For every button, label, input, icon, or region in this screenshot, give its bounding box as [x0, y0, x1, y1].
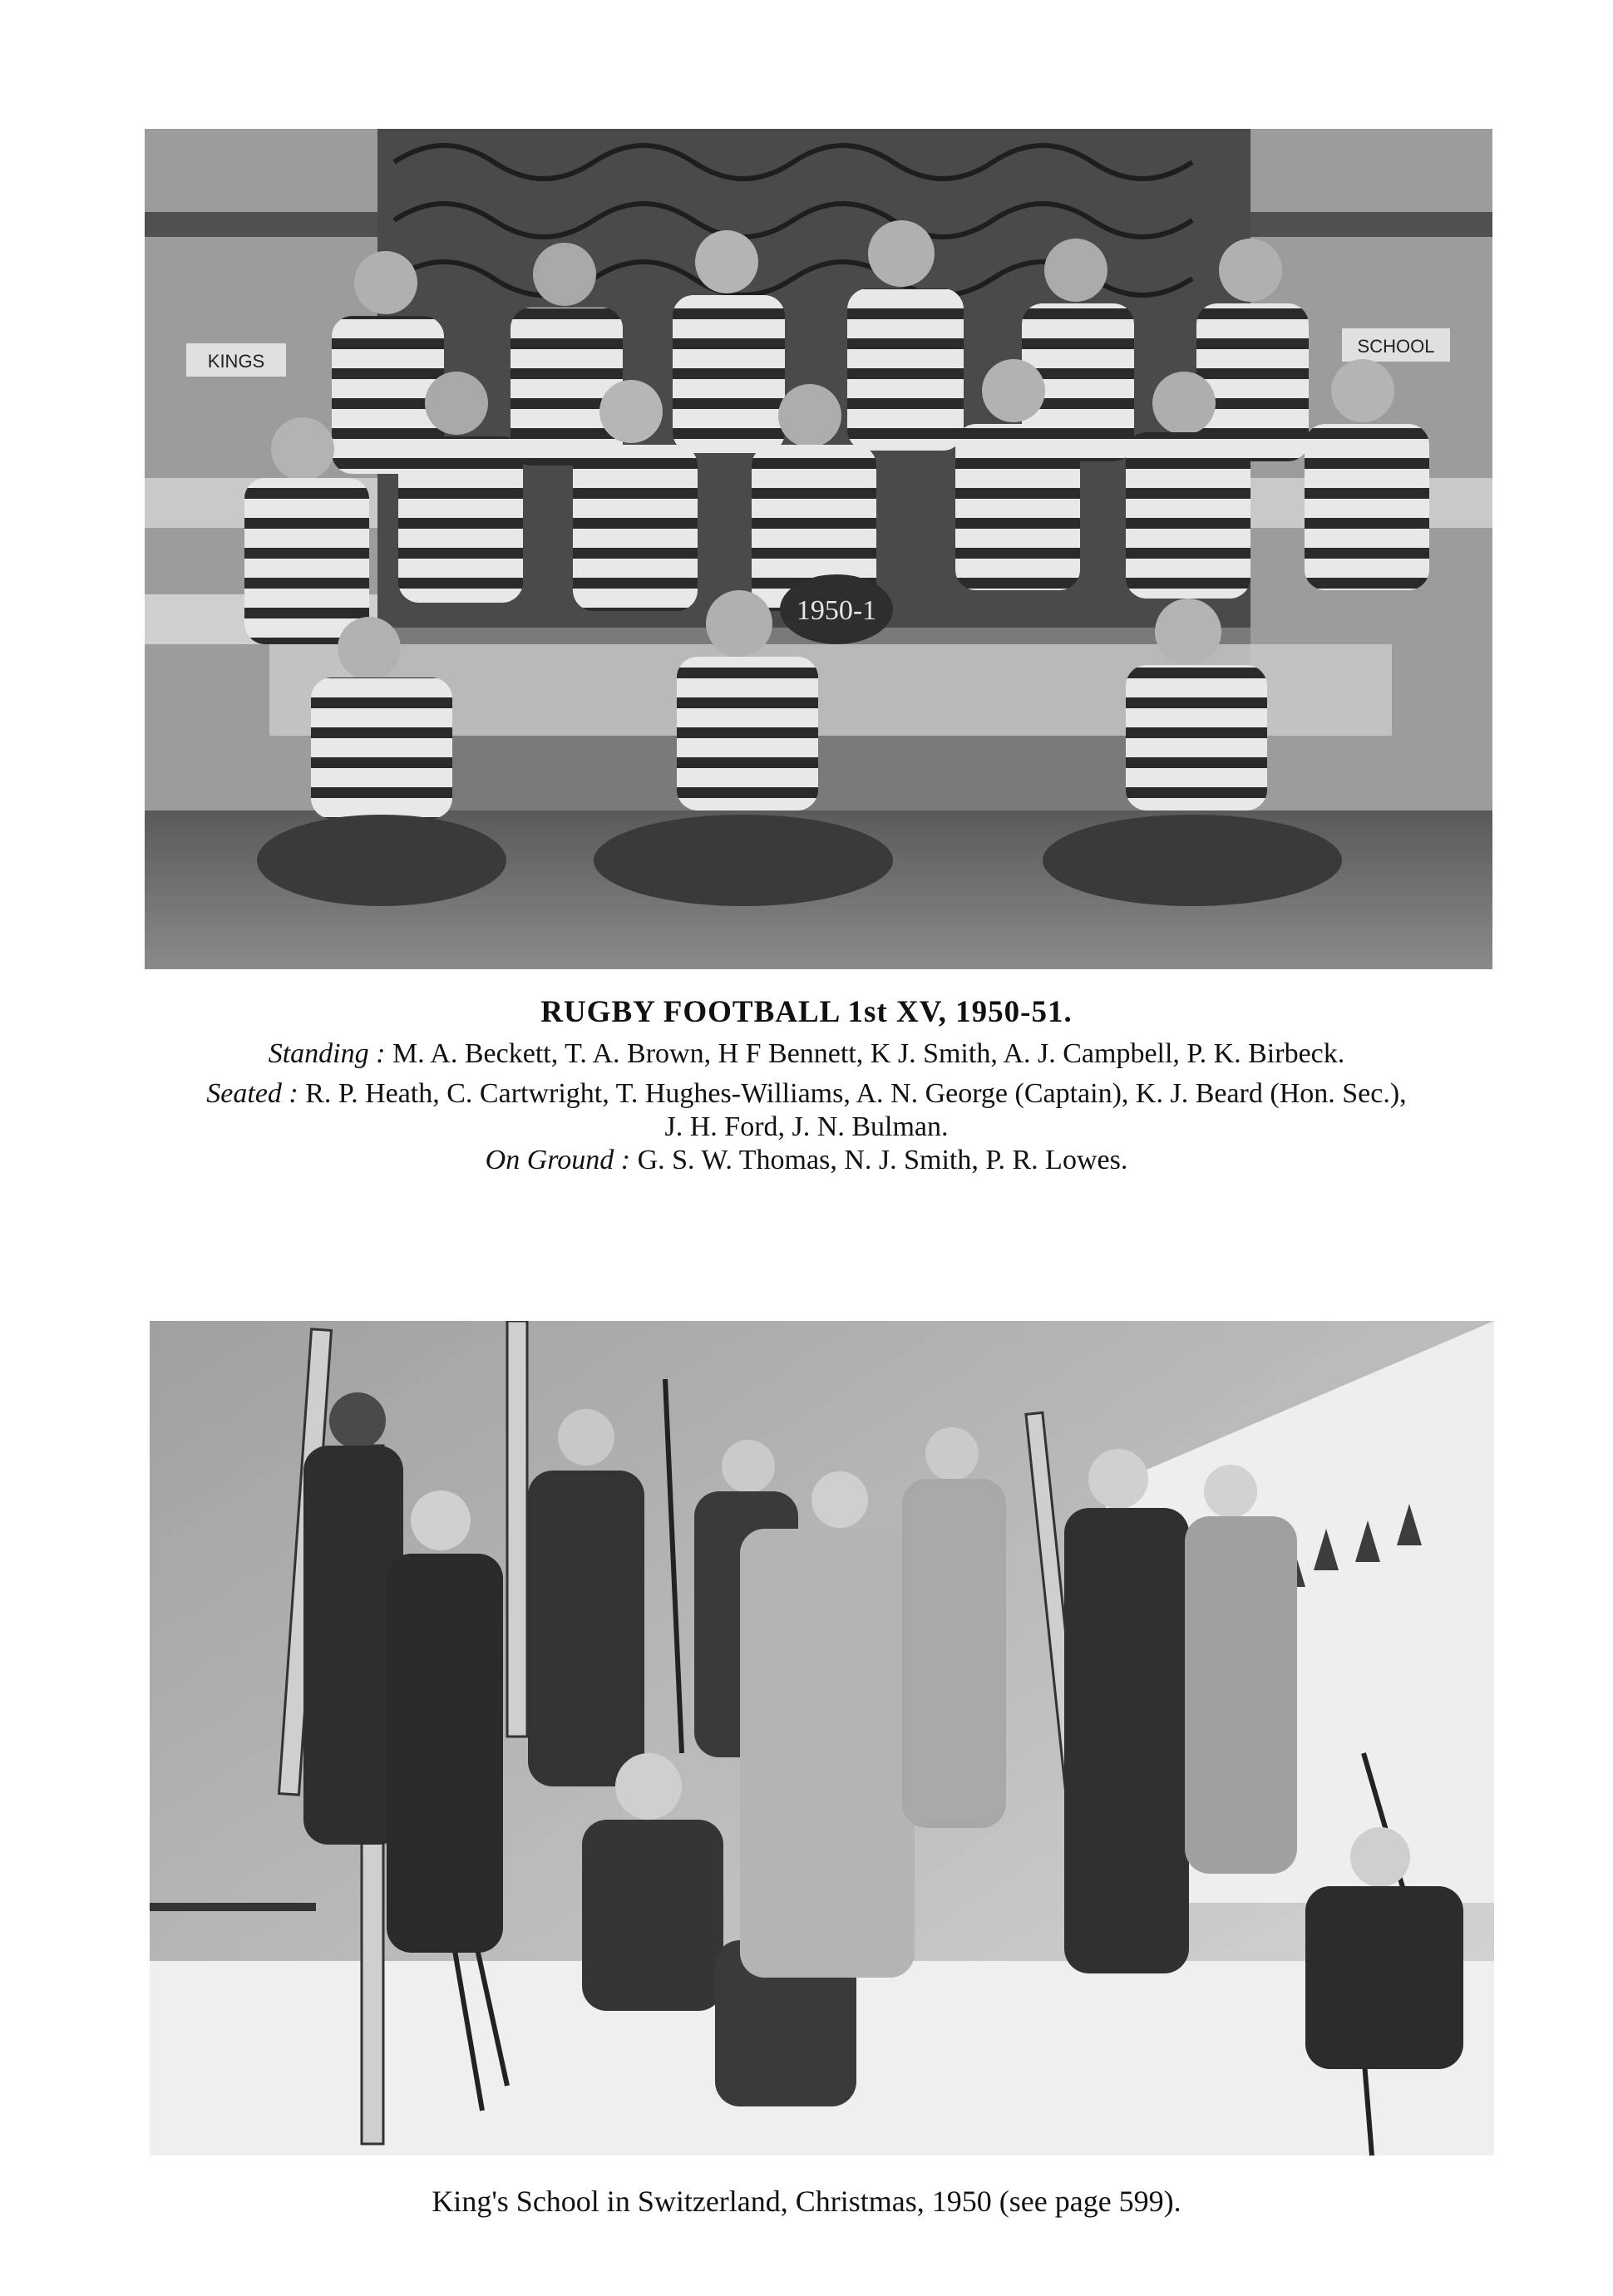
- seated-names-line1: R. P. Heath, C. Cartwright, T. Hughes-Williams, A. N. George (Captain), K. J. Beard (Hon. Sec.),: [305, 1078, 1407, 1109]
- ski-photo-caption: King's School in Switzerland, Christmas, 1950 (see page 599).: [432, 2185, 1181, 2218]
- gate-sign-school: SCHOOL: [1357, 336, 1435, 357]
- standing-names: M. A. Beckett, T. A. Brown, H F Bennett, K J. Smith, A. J. Campbell, P. K. Birbeck.: [392, 1038, 1345, 1069]
- ball-text: 1950-1: [796, 595, 877, 626]
- ski-group-photo: [150, 1321, 1494, 2156]
- ground-names: G. S. W. Thomas, N. J. Smith, P. R. Lowes.: [637, 1145, 1128, 1175]
- seated-label: Seated :: [206, 1078, 298, 1109]
- standing-label: Standing :: [268, 1038, 386, 1069]
- seated-names-line2: J. H. Ford, J. N. Bulman.: [664, 1111, 949, 1142]
- gate-sign-kings: KINGS: [207, 351, 265, 372]
- ground-label: On Ground :: [485, 1145, 631, 1175]
- rugby-caption-title: RUGBY FOOTBALL 1st XV, 1950-51.: [540, 995, 1073, 1029]
- caption-seated: [125, 1077, 1488, 1144]
- caption-on-ground: [125, 1144, 1488, 1177]
- rugby-team-photo: [145, 129, 1492, 969]
- caption-standing: [125, 1037, 1488, 1071]
